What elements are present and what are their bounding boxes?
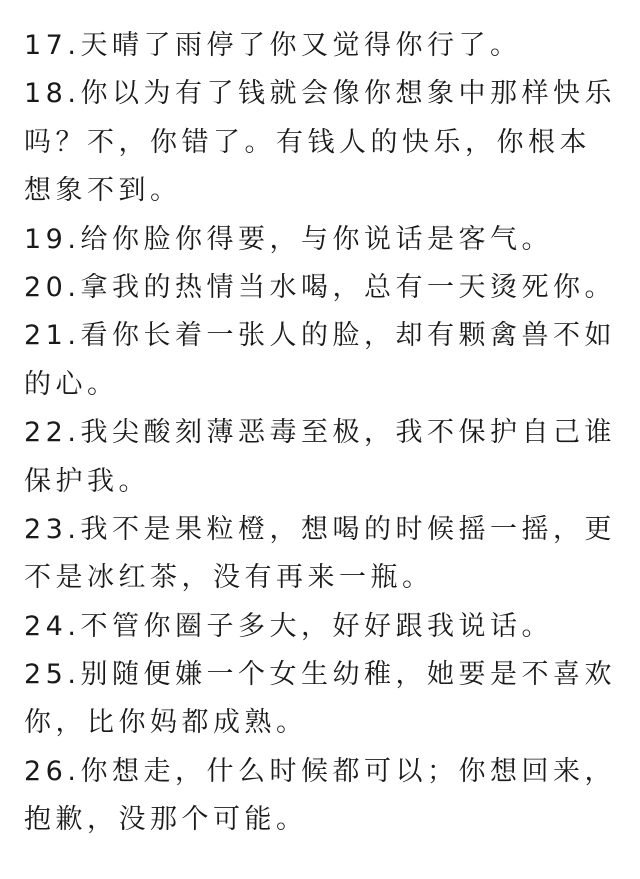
quote-line: 你，比你妈都成熟。 — [24, 707, 308, 739]
quote-line: 想象不到。 — [24, 175, 182, 207]
quote-line: 25.别随便嫌一个女生幼稚，她要是不喜欢 — [24, 659, 616, 691]
quote-line: 不是冰红茶，没有再来一瓶。 — [24, 562, 434, 594]
quote-line: 24.不管你圈子多大，好好跟我说话。 — [24, 610, 553, 642]
quote-line: 18.你以为有了钱就会像你想象中那样快乐 — [24, 78, 616, 110]
quote-line: 保护我。 — [24, 465, 150, 497]
quote-line: 20.拿我的热情当水喝，总有一天烫死你。 — [24, 271, 616, 303]
quote-line: 26.你想走，什么时候都可以；你想回来， — [24, 755, 616, 787]
quote-line: 19.给你脸你得要，与你说话是客气。 — [24, 223, 553, 255]
quote-line: 23.我不是果粒橙，想喝的时候摇一摇，更 — [24, 513, 616, 545]
quote-line: 抱歉，没那个可能。 — [24, 804, 308, 836]
quote-line: 21.看你长着一张人的脸，却有颗禽兽不如 — [24, 320, 616, 352]
quote-line: 22.我尖酸刻薄恶毒至极，我不保护自己谁 — [24, 417, 616, 449]
quote-line: 17.天晴了雨停了你又觉得你行了。 — [24, 30, 522, 61]
quote-line: 吗？不，你错了。有钱人的快乐，你根本 — [24, 126, 591, 158]
quote-line: 的心。 — [24, 368, 119, 400]
